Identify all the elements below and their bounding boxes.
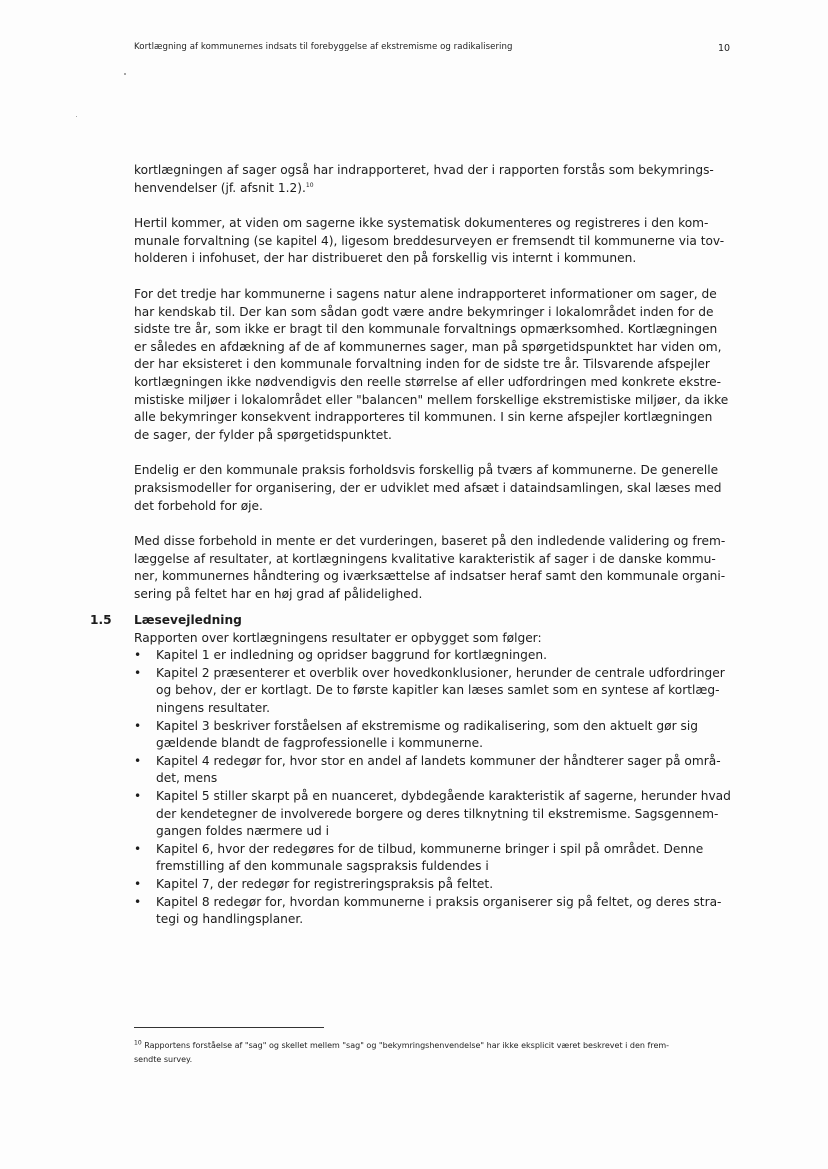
list-item-line: Kapitel 2 præsenterer et overblik over hovedkonklusioner, herunder de centrale udfordringer [156,665,725,680]
list-item-line: Kapitel 7, der redegør for registreringspraksis på feltet. [156,876,494,891]
bullet-icon: • [134,841,142,856]
paragraph [134,462,726,515]
list-item [134,788,740,841]
list-item [134,894,740,929]
list-item-line: Kapitel 5 stiller skarpt på en nuanceret, dybdegående karakteristik af sagerne, herunder hvad [156,788,731,803]
list-item-line: Kapitel 3 beskriver forståelsen af ekstremisme og radikalisering, som den aktuelt gør sig [156,718,698,733]
section-intro: Rapporten over kortlægningens resultater er opbygget som følger: [134,630,542,645]
footnote-text: Rapportens forståelse af "sag" og skellet mellem "sag" og "bekymringshenvendelse" har ikke eksplicit været beskrevet i den frem- [144,1041,670,1050]
list-item-line: fremstilling af den kommunale sagspraksis fuldendes i [156,859,489,874]
footnote-line [134,1039,734,1053]
list-item-line: det, mens [156,771,218,786]
list-item-line: Kapitel 4 redegør for, hvor stor en andel af landets kommuner der håndterer sager på områ- [156,753,721,768]
list-item-line: og behov, der er kortlagt. De to første kapitler kan læses samlet som en syntese af kortlæg- [156,683,720,698]
footnote-number: 10 [134,1039,142,1047]
paragraph-line: Med disse forbehold in mente er det vurderingen, baseret på den indledende validering og frem- [134,534,726,549]
list-item [134,876,740,894]
paragraph-line: læggelse af resultater, at kortlægningens kvalitative karakteristik af sager i de danske kommu- [134,551,716,566]
list-item [134,647,740,665]
section-reading-guide [90,612,740,929]
paragraph [134,215,726,268]
paragraph-line: holderen i infohuset, der har distribueret den på forskellig vis internt i kommunen. [134,251,637,266]
paragraph-line: sidste tre år, som ikke er bragt til den kommunale forvaltnings opmærksomhed. Kortlægningen [134,322,718,337]
footnote-line: sendte survey. [134,1055,193,1064]
footnote [134,1039,734,1067]
paragraph-line: de sager, der fylder på spørgetidspunktet. [134,427,392,442]
bullet-icon: • [134,665,142,680]
scan-speck [124,73,126,75]
body-text [134,162,729,621]
list-item [134,753,740,788]
list-item-line: gangen foldes nærmere ud i [156,824,330,839]
paragraph-line: kortlægningen af sager også har indrapporteret, hvad der i rapporten forstås som bekymrings- [134,163,714,177]
paragraph-line [134,180,726,198]
paragraph-line: det forbehold for øje. [134,498,263,513]
paragraph-line: praksismodeller for organisering, der er udviklet med afsæt i dataindsamlingen, skal læses med [134,480,722,495]
list-item [134,665,740,718]
list-item [134,718,740,753]
scan-speck [76,116,77,117]
paragraph-line: sering på feltet har en høj grad af pålidelighed. [134,586,423,601]
paragraph-line: For det tredje har kommunerne i sagens natur alene indrapporteret informationer om sager, de [134,286,717,301]
paragraph-line: mistiske miljøer i lokalområdet eller "balancen" mellem forskellige ekstremistiske miljøer, da ikke [134,392,729,407]
paragraph-line: kortlægningen ikke nødvendigvis den reelle størrelse af eller udfordringen med konkrete ekstre- [134,374,722,389]
list-item-line: Kapitel 8 redegør for, hvordan kommunerne i praksis organiserer sig på feltet, og deres stra- [156,894,722,909]
paragraph-line: der har eksisteret i den kommunale forvaltning inden for de sidste tre år. Tilsvarende afspejler [134,357,710,372]
bullet-icon: • [134,788,142,803]
bullet-icon: • [134,718,142,733]
paragraph-line: er således en afdækning af de af kommunernes sager, man på spørgetidspunktet har viden om, [134,339,722,354]
paragraph [134,286,729,444]
paragraph-line: har kendskab til. Der kan som sådan godt være andre bekymringer i lokalområdet inden for de [134,304,714,319]
section-number: 1.5 [90,613,112,627]
section-body [134,630,740,929]
footnote-reference: 10 [305,181,314,189]
bullet-icon: • [134,648,142,663]
list-item-line: der kendetegner de involverede borgere og deres tilknytning til ekstremisme. Sagsgennem- [156,806,719,821]
chapter-list [134,647,740,929]
section-title: Læsevejledning [134,613,242,627]
paragraph-line: Endelig er den kommunale praksis forholdsvis forskellig på tværs af kommunerne. De generelle [134,463,719,478]
paragraph-line: Hertil kommer, at viden om sagerne ikke systematisk dokumenteres og registreres i den kom- [134,216,709,231]
list-item-line: Kapitel 1 er indledning og opridser baggrund for kortlægningen. [156,648,547,663]
list-item-line: Kapitel 6, hvor der redegøres for de tilbud, kommunerne bringer i spil på området. Denne [156,841,704,856]
paragraph-line: alle bekymringer konsekvent indrapporteres til kommunen. I sin kerne afspejler kortlægningen [134,410,713,425]
paragraph-line: ner, kommunernes håndtering og iværksættelse af indsatser heraf samt den kommunale organi- [134,569,726,584]
bullet-icon: • [134,876,142,891]
list-item-line: ningens resultater. [156,700,271,715]
paragraph [134,162,726,197]
section-heading [90,612,740,630]
list-item-line: tegi og handlingsplaner. [156,912,304,927]
footnote-divider [134,1027,324,1028]
paragraph-line-text: henvendelser (jf. afsnit 1.2). [134,180,306,195]
bullet-icon: • [134,753,142,768]
bullet-icon: • [134,894,142,909]
page-number: 10 [718,43,731,54]
running-header: Kortlægning af kommunernes indsats til forebyggelse af ekstremisme og radikalisering [134,42,513,52]
paragraph-line: munale forvaltning (se kapitel 4), ligesom breddesurveyen er fremsendt til kommunerne via tov- [134,233,725,248]
paragraph [134,533,726,603]
list-item-line: gældende blandt de fagprofessionelle i kommunerne. [156,736,484,751]
list-item [134,841,740,876]
